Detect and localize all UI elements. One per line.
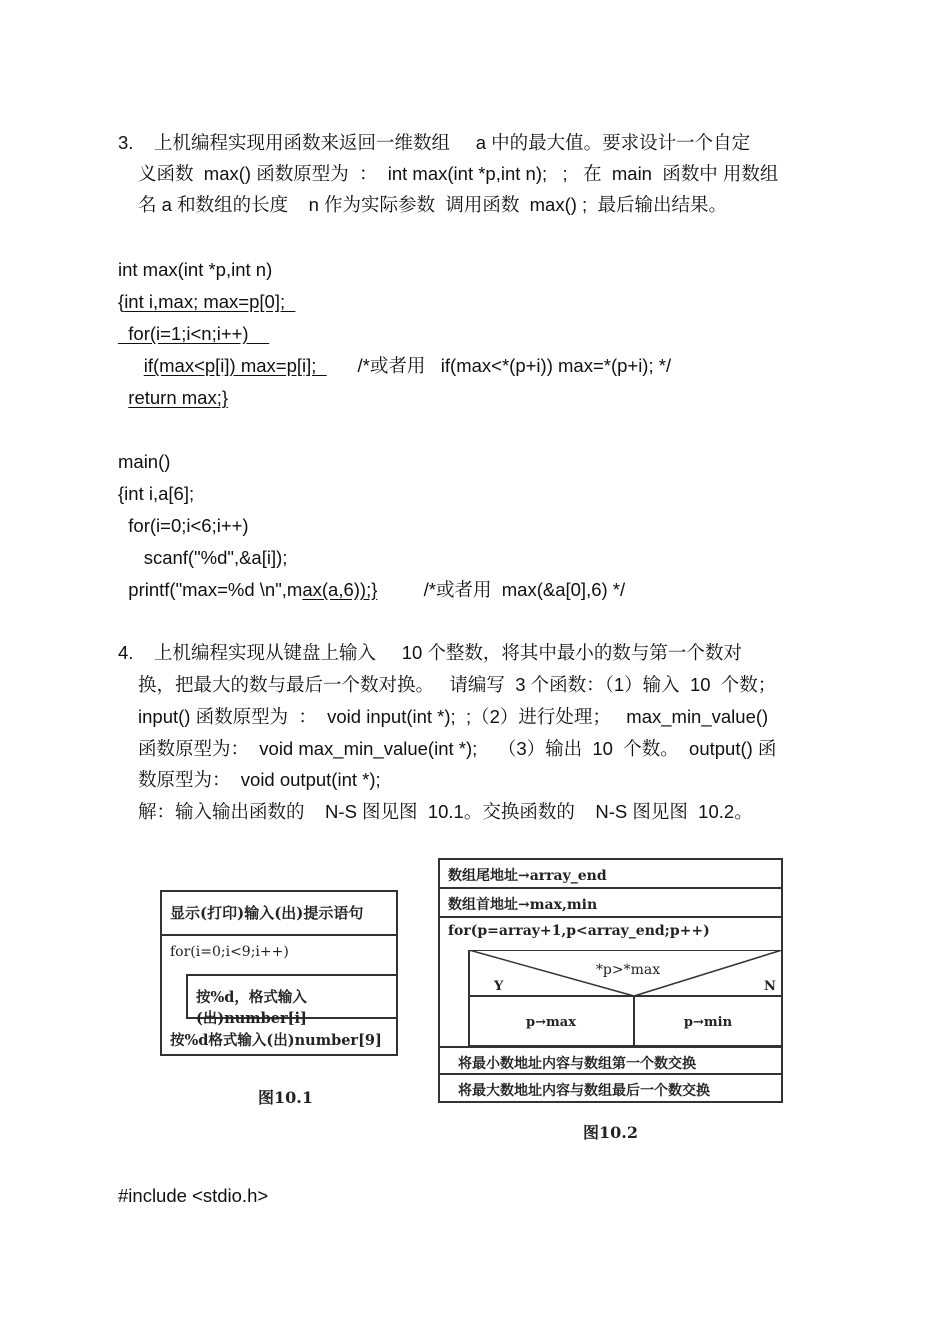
underlined-answer: if(max<p[i]) max=p[i]; — [143, 355, 327, 376]
ns-false-branch: p→min — [683, 1015, 733, 1030]
underlined-answer: int i,max; max=p[0]; — [124, 291, 296, 312]
ns-statement: 显示(打印)输入(出)提示语句 — [162, 892, 396, 936]
q3-line-1: 3. 上机编程实现用函数来返回一维数组 a 中的最大值。要求设计一个自定 — [118, 132, 751, 153]
code-line — [118, 290, 295, 314]
code-indent — [118, 355, 144, 376]
ns-statement: 将最小数地址内容与数组第一个数交换 — [440, 1046, 781, 1075]
code-line: int max(int *p,int n) — [118, 259, 273, 280]
q4-line-2: 换，把最大的数与最后一个数对换。 请编写 3 个函数：（1）输入 10 个数； — [138, 674, 777, 695]
ns-statement: 数组首地址→max,min — [440, 889, 781, 918]
code-indent — [118, 387, 128, 408]
q4-line-6: 解：输入输出函数的 N-S 图见图 10.1。交换函数的 N-S 图见图 10.2。 — [138, 801, 753, 822]
code-line — [118, 578, 625, 602]
code-comment: /*或者用 max(&a[0],6) */ — [377, 579, 626, 600]
underlined-answer: for(i=1;i<n;i++) — [118, 323, 270, 344]
figure-caption: 图10.2 — [583, 1123, 638, 1142]
code-text: printf("max=%d \n",m — [118, 579, 303, 600]
q4-line-3: input() 函数原型为 ： void input(int *); ;（2）进行处理； max_min_value() — [138, 706, 769, 727]
code-comment: /*或者用 if(max<*(p+i)) max=*(p+i); */ — [326, 355, 672, 376]
ns-diagram-10-1 — [160, 890, 398, 1056]
ns-yes-label: Y — [494, 979, 504, 994]
figure-caption: 图10.1 — [258, 1088, 313, 1107]
underlined-answer: return max;} — [128, 387, 229, 408]
ns-statement: 按%d格式输入(出)number[9] — [170, 1032, 382, 1049]
q3-line-3: 名 a 和数组的长度 n 作为实际参数 调用函数 max() ; 最后输出结果。 — [138, 194, 727, 215]
ns-condition: *p>*max — [595, 962, 661, 978]
code-line: main() — [118, 451, 171, 472]
q4-line-4: 函数原型为： void max_min_value(int *); （3）输出 10 个数。 output() 函 — [138, 738, 777, 759]
ns-loop-body: 按%d，格式输入(出)number[i] — [186, 974, 396, 1019]
ns-true-branch: p→max — [526, 1015, 576, 1030]
code-line — [118, 386, 228, 410]
ns-diagram-10-2 — [438, 858, 783, 1103]
ns-loop-header: for(i=0;i<9;i++) — [170, 944, 289, 960]
code-line: scanf("%d",&a[i]); — [118, 547, 288, 568]
q3-line-2: 义函数 max() 函数原型为 ： int max(int *p,int n); ; 在 main 函数中 用数组 — [138, 163, 779, 184]
ns-loop-header: for(p=array+1,p<array_end;p++) — [448, 923, 710, 939]
q4-line-5: 数原型为： void output(int *); — [138, 769, 381, 790]
code-line: for(i=0;i<6;i++) — [118, 515, 249, 536]
q4-line-1: 4. 上机编程实现从键盘上输入 10 个整数，将其中最小的数与第一个数对 — [118, 642, 742, 663]
code-text: { — [118, 291, 125, 312]
ns-statement: 数组尾地址→array_end — [440, 860, 781, 889]
ns-statement: 将最大数地址内容与数组最后一个数交换 — [458, 1083, 710, 1099]
ns-condition-block — [468, 950, 783, 1046]
code-line — [118, 354, 671, 378]
ns-no-label: N — [764, 979, 776, 994]
code-line: #include <stdio.h> — [118, 1185, 269, 1206]
underlined-answer: ax(a,6));} — [302, 579, 378, 600]
code-line: {int i,a[6]; — [118, 483, 195, 504]
